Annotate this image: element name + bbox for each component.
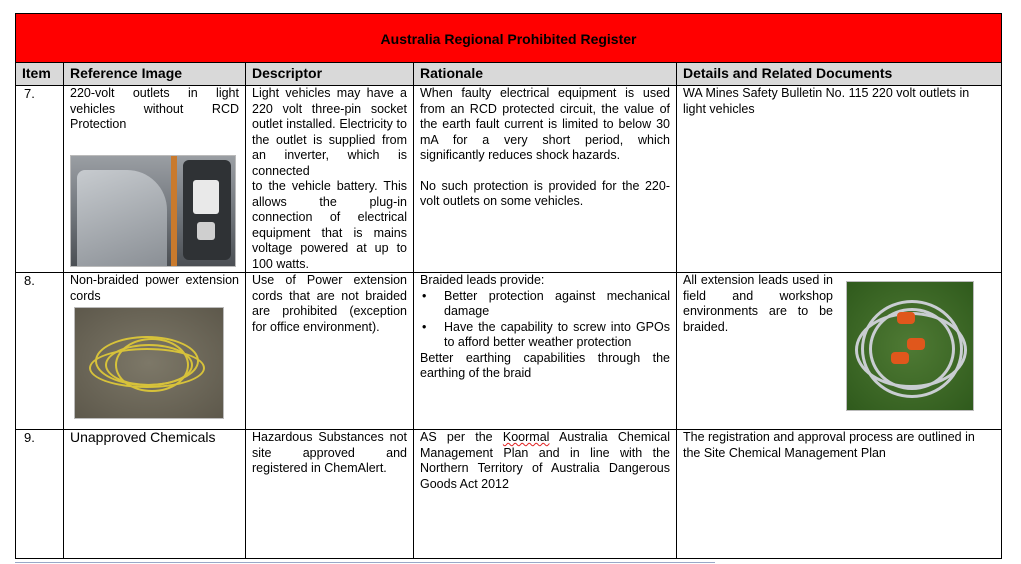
register-title: Australia Regional Prohibited Register xyxy=(16,14,1002,63)
item-number: 8. xyxy=(16,273,64,430)
rationale-text-2: No such protection is provided for the 220-volt outlets on some vehicles. xyxy=(420,178,670,208)
reference-cell xyxy=(64,273,246,430)
descriptor-text: Light vehicles may have a 220 volt three-pin socket outlet installed. Electricity to the outlet is supplied from an inverter, which is connected xyxy=(252,86,407,178)
details-text: The registration and approval process are outlined in the Site Chemical Management Plan xyxy=(683,430,975,460)
header-item: Item xyxy=(16,63,64,86)
list-item: • Have the capability to screw into GPOs to afford better weather protection xyxy=(420,320,670,351)
table-row xyxy=(16,430,1002,559)
details-cell xyxy=(677,430,1002,559)
header-rationale: Rationale xyxy=(414,63,677,86)
reference-cell xyxy=(64,86,246,273)
spellcheck-flagged-word: Koormal xyxy=(502,430,550,444)
descriptor-text: Use of Power extension cords that are not braided are prohibited (exception for office environment). xyxy=(252,273,407,334)
title-row xyxy=(16,14,1002,63)
table-row xyxy=(16,86,1002,273)
header-row xyxy=(16,63,1002,86)
table-row xyxy=(16,273,1002,430)
descriptor-cell xyxy=(246,430,414,559)
prohibited-register-table xyxy=(15,13,1002,559)
rationale-pre: AS per the xyxy=(420,430,503,444)
header-reference-image: Reference Image xyxy=(64,63,246,86)
reference-text: Non-braided power extension cords xyxy=(70,273,239,303)
rationale-cell xyxy=(414,430,677,559)
item-number: 7. xyxy=(16,86,64,273)
details-text: WA Mines Safety Bulletin No. 115 220 volt outlets in light vehicles xyxy=(683,86,970,116)
rationale-cell xyxy=(414,273,677,430)
rationale-text xyxy=(420,430,670,492)
details-cell xyxy=(677,273,1002,430)
rationale-text: When faulty electrical equipment is used from an RCD protected circuit, the value of the earth fault current is limited to below 30 mA for a very short period, which significantly reduces shock hazards. xyxy=(420,86,670,162)
header-descriptor: Descriptor xyxy=(246,63,414,86)
descriptor-cell xyxy=(246,86,414,273)
rationale-outro: Better earthing capabilities through the earthing of the braid xyxy=(420,350,670,380)
rationale-cell xyxy=(414,86,677,273)
reference-text: 220-volt outlets in light vehicles without RCD Protection xyxy=(70,86,239,131)
header-details: Details and Related Documents xyxy=(677,63,1002,86)
vehicle-outlet-photo xyxy=(70,155,236,267)
braided-lead-photo xyxy=(846,281,974,411)
item-number: 9. xyxy=(16,430,64,559)
page-footer-rule xyxy=(15,562,715,563)
descriptor-text: Hazardous Substances not site approved and registered in ChemAlert. xyxy=(252,430,407,475)
descriptor-cell xyxy=(246,273,414,430)
rationale-intro: Braided leads provide: xyxy=(420,273,545,287)
details-cell xyxy=(677,86,1002,273)
reference-cell xyxy=(64,430,246,559)
extension-cord-photo xyxy=(74,307,224,419)
list-item: • Better protection against mechanical damage xyxy=(420,289,670,320)
reference-text: Unapproved Chemicals xyxy=(70,429,216,445)
details-text: All extension leads used in field and workshop environments are to be braided. xyxy=(683,273,833,334)
descriptor-text-continued: to the vehicle battery. This allows the plug-in connection of electrical equipment that is mains voltage powered at up to 100 watts. xyxy=(252,179,407,271)
rationale-post: Australia Chemical Management Plan and in line with the Northern Territory of Australia Dangerous Goods Act 2012 xyxy=(420,430,670,491)
rationale-bullet-list xyxy=(420,289,670,351)
